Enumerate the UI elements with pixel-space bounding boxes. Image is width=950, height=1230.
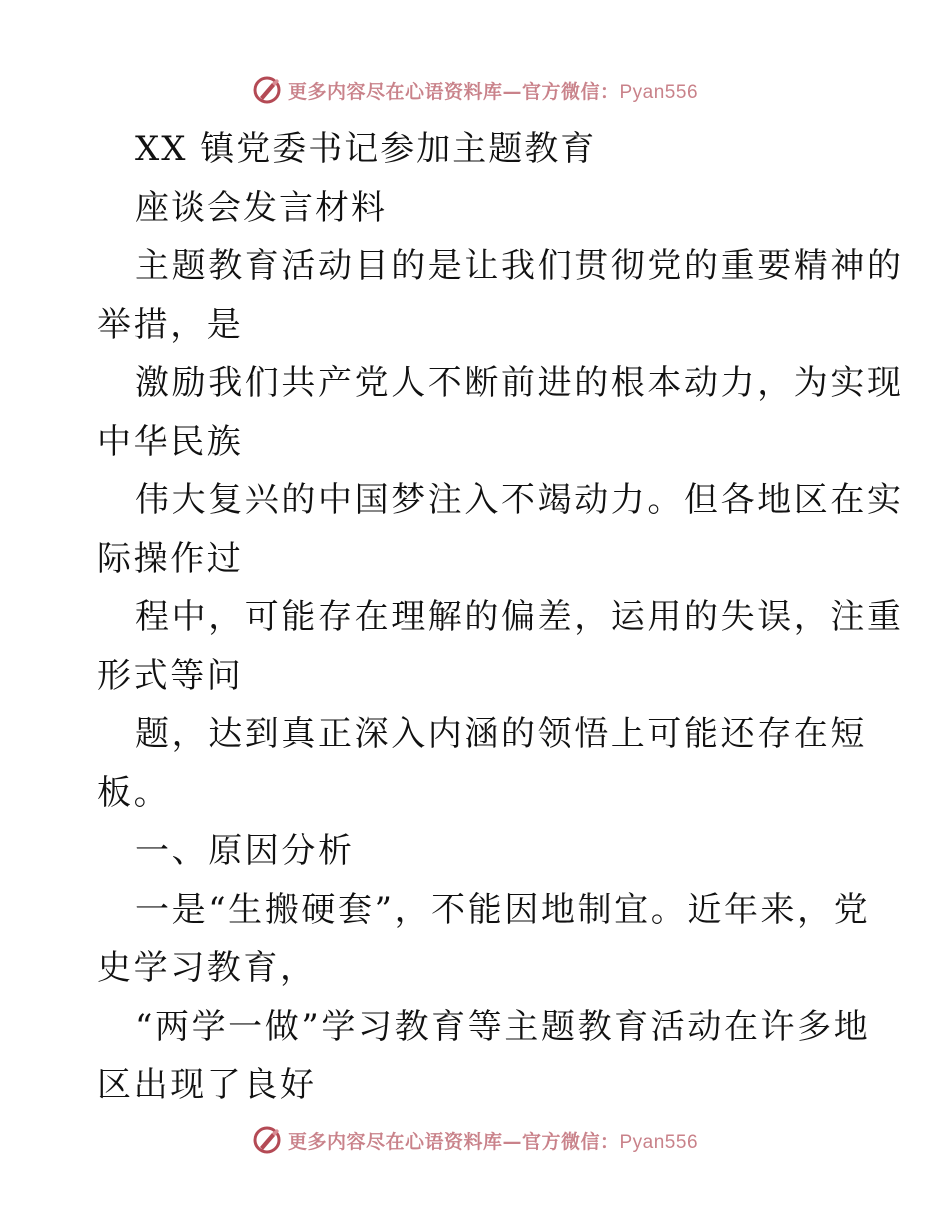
pen-logo-icon — [252, 75, 282, 105]
paragraph-line: 举措，是 — [97, 304, 244, 345]
document-title-line-2: 座谈会发言材料 — [135, 187, 387, 228]
paragraph-line: 际操作过 — [97, 538, 244, 579]
paragraph-line: 区出现了良好 — [97, 1065, 317, 1105]
watermark-wechat-id: Pyan556 — [619, 1131, 699, 1153]
section-heading: 一、原因分析 — [135, 831, 355, 871]
document-body — [97, 120, 904, 1115]
paragraph-line: 伟大复兴的中国梦注入不竭动力。但各地区在实 — [135, 480, 904, 520]
paragraph-line: 程中，可能存在理解的偏差，运用的失误，注重 — [135, 597, 904, 637]
paragraph-line: 中华民族 — [97, 421, 244, 462]
document-title-line-1: XX 镇党委书记参加主题教育 — [135, 129, 597, 169]
paragraph-line: 题，达到真正深入内涵的领悟上可能还存在短 — [135, 714, 867, 754]
watermark-wechat-id: Pyan556 — [619, 81, 699, 103]
pen-logo-icon — [252, 1125, 282, 1155]
paragraph-line: “两学一做”学习教育等主题教育活动在许多地 — [135, 1006, 871, 1047]
watermark-text: 更多内容尽在心语资料库—官方微信：Pyan556 — [287, 1130, 699, 1153]
watermark-text: 更多内容尽在心语资料库—官方微信：Pyan556 — [287, 80, 699, 103]
paragraph-line: 激励我们共产党人不断前进的根本动力，为实现 — [135, 363, 904, 403]
header-watermark — [0, 70, 950, 110]
paragraph-line: 史学习教育， — [97, 948, 317, 988]
paragraph-line: 一是“生搬硬套”，不能因地制宜。近年来，党 — [135, 889, 871, 930]
paragraph-line: 主题教育活动目的是让我们贯彻党的重要精神的 — [135, 246, 904, 286]
footer-watermark — [0, 1120, 950, 1160]
paragraph-line: 板。 — [97, 772, 171, 813]
paragraph-line: 形式等问 — [97, 655, 244, 696]
